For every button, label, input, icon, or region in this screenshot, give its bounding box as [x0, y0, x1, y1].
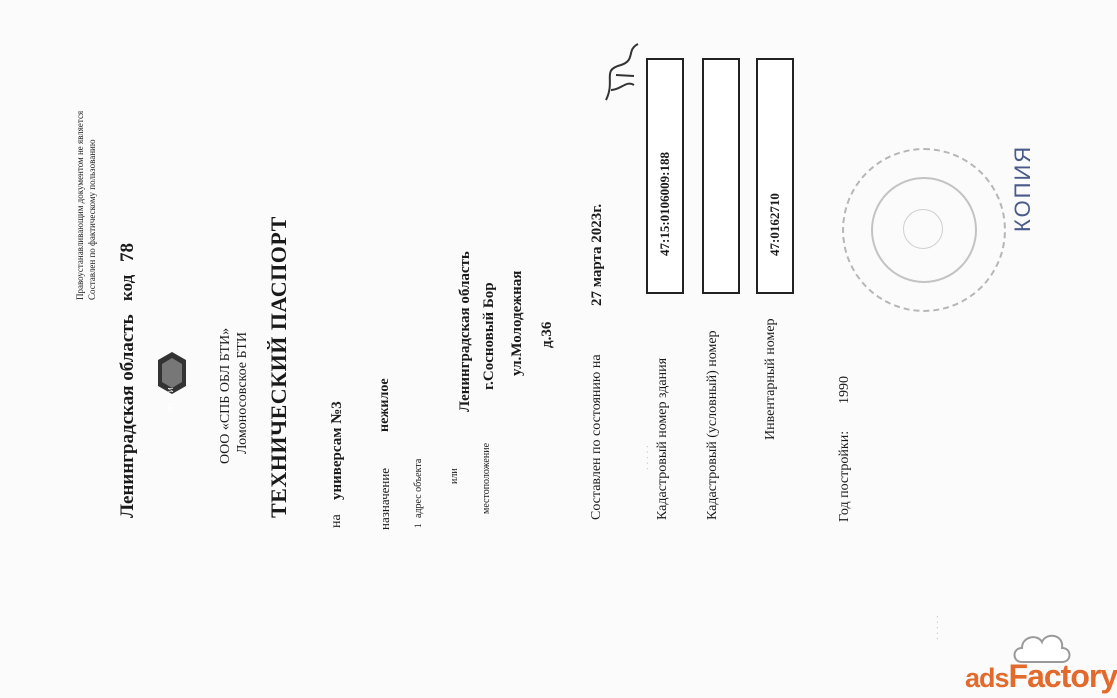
address-line-street: ул.Молодежная [509, 270, 525, 376]
cadastral-building-label: Кадастровый номер здания [655, 357, 670, 520]
purpose-label: назначение [377, 467, 392, 530]
address-line-house: д.36 [539, 321, 555, 348]
or-label: или [449, 468, 460, 484]
document-title: ТЕХНИЧЕСКИЙ ПАСПОРТ [266, 216, 291, 518]
region-label: Ленинградская область [117, 314, 138, 518]
disclaimer-line1: Правоустанавливающим документом не является [75, 110, 85, 300]
org-name: ООО «СПБ ОБЛ БТИ» [218, 327, 233, 464]
state-label: Составлен по состоянию на [589, 354, 604, 520]
state-date: 27 марта 2023г. [589, 203, 605, 306]
logo-text: ЛО БТИ [168, 387, 175, 413]
signature-icon [596, 40, 646, 110]
cadastral-conditional-label: Кадастровый (условный) номер [705, 330, 720, 520]
ghost-text: . . . . . [639, 445, 651, 470]
na-label: на [329, 514, 344, 528]
purpose-value: нежилое [377, 378, 392, 432]
code-label: код [117, 274, 136, 301]
bti-logo-icon [152, 350, 192, 413]
round-stamp-icon [842, 148, 1006, 312]
object-name: универсам №3 [329, 401, 345, 500]
adsfactory-watermark [965, 660, 1117, 692]
location-label: местоположение [481, 442, 492, 514]
cadastral-building-value: 47:15:0106009:188 [657, 152, 672, 256]
org-branch: Ломоносовское БТИ [235, 331, 250, 454]
watermark-prefix: ads [965, 663, 1009, 693]
disclaimer-line2: Составлен по фактическому пользованию [87, 139, 97, 300]
inventory-label: Инвентарный номер [763, 318, 778, 440]
address-line-city: г.Сосновый Бор [481, 282, 497, 390]
ghost-text: . . . . . [929, 615, 941, 640]
build-year-label: Год постройки: [837, 430, 852, 522]
inventory-box [756, 58, 794, 294]
code-value: 78 [117, 243, 138, 262]
watermark-suffix: Factory [1008, 658, 1117, 694]
copy-mark: КОПИЯ [1010, 144, 1035, 232]
cadastral-conditional-box [702, 58, 740, 294]
address-label: адрес объекта [413, 458, 424, 518]
address-num: 1 [413, 523, 423, 528]
inventory-value: 47:0162710 [767, 193, 782, 256]
cadastral-building-box [646, 58, 684, 294]
address-line-region: Ленинградская область [457, 251, 473, 412]
build-year-value: 1990 [837, 376, 852, 404]
